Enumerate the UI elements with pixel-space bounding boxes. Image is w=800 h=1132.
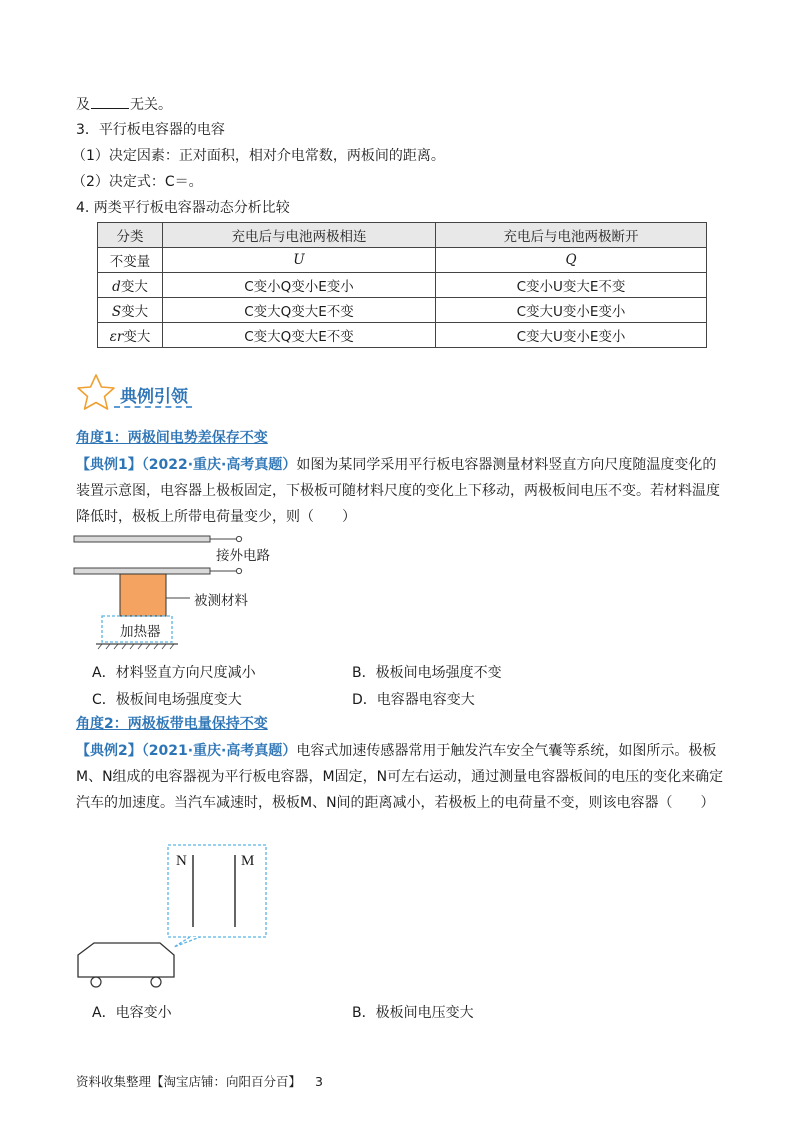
fill-blank [91,94,129,109]
example2-tag: 【典例2】（2021·重庆·高考真题） [76,743,297,759]
table-cell-label [98,298,163,323]
row-label-var: d [112,279,121,295]
row-label: 变大 [120,279,148,295]
table-row [98,323,707,348]
continued-text-suffix: 无关。 [130,97,172,113]
row-label-var: S [111,304,122,320]
angle2-title: 角度2：两极板带电量保持不变 [76,716,268,732]
row-label: 不变量 [109,254,151,270]
figure1-material-label: 被测材料 [194,593,248,609]
choice-B[interactable]: B．极板间电压变大 [352,1005,474,1021]
section4-title: 4. 两类平行板电容器动态分析比较 [76,200,290,216]
figure1-heater-label: 加热器 [120,624,161,640]
table-cell: U [163,248,436,273]
example2-paragraph [76,738,726,816]
row-label: 变大 [123,329,151,345]
page-number: 3 [315,1074,323,1089]
angle1-title: 角度1：两极间电势差保存不变 [76,430,268,446]
footer-text: 资料收集整理【淘宝店铺：向阳百分百】 [76,1074,302,1089]
example1-tag: 【典例1】（2022·重庆·高考真题） [76,457,297,473]
table-cell: C变大Q变大E不变 [163,298,436,323]
row-label-var: εr [109,329,124,345]
choice-B[interactable]: B．极板间电场强度不变 [352,665,502,681]
table-cell: C变小U变大E不变 [436,273,707,298]
figure1-circuit-label: 接外电路 [216,548,270,564]
example1-paragraph [76,452,726,530]
table-row [98,248,707,273]
table-header-cell: 分类 [98,223,163,248]
choice-D[interactable]: D．电容器电容变大 [352,692,475,708]
table-cell: C变小Q变小E变小 [163,273,436,298]
table-cell: C变大Q变大E不变 [163,323,436,348]
table-row [98,298,707,323]
table-header-cell: 充电后与电池两极断开 [436,223,707,248]
figure2-plate-M-label: M [241,853,255,869]
section3-item1: （1）决定因素：正对面积，相对介电常数，两板间的距离。 [72,148,445,164]
table-header-cell: 充电后与电池两极相连 [163,223,436,248]
example1-text: 如图为某同学采用平行板电容器测量材料竖直方向尺度随温度变化的装置示意图，电容器上极板固定，下极板可随材料尺度的变化上下移动，两极板间电压不变。若材料温度降低时，极板上所带电荷量变少，则（ ） [76,457,720,525]
banner-underline [114,406,192,408]
comparison-table [97,222,707,348]
choice-A[interactable]: A．材料竖直方向尺度减小 [92,665,256,681]
section3-title: 3．平行板电容器的电容 [76,122,225,138]
figure2-plate-N-label: N [176,853,187,869]
continued-text-prefix: 及 [76,97,90,113]
banner-title: 典例引领 [120,387,188,407]
table-cell: C变大U变小E变小 [436,298,707,323]
table-cell-label [98,323,163,348]
table-cell-label [98,273,163,298]
example2-text: 电容式加速传感器常用于触发汽车安全气囊等系统，如图所示。极板M、N组成的电容器视为平行板电容器，M固定，N可左右运动，通过测量电容器板间的电压的变化来确定汽车的加速度。当汽车减速时，极板M、N间的距离减小，若极板上的电荷量不变，则该电容器（ ） [76,743,724,811]
footer [76,1072,323,1090]
table-cell-label [98,248,163,273]
table-cell: Q [436,248,707,273]
table-header-row [98,223,707,248]
section3-item2: （2）决定式：C＝。 [72,174,203,190]
row-label: 变大 [121,304,149,320]
table-row [98,273,707,298]
table-cell: C变大U变小E变小 [436,323,707,348]
choice-A[interactable]: A．电容变小 [92,1005,172,1021]
continued-text [76,94,172,115]
choice-C[interactable]: C．极板间电场强度变大 [92,692,242,708]
